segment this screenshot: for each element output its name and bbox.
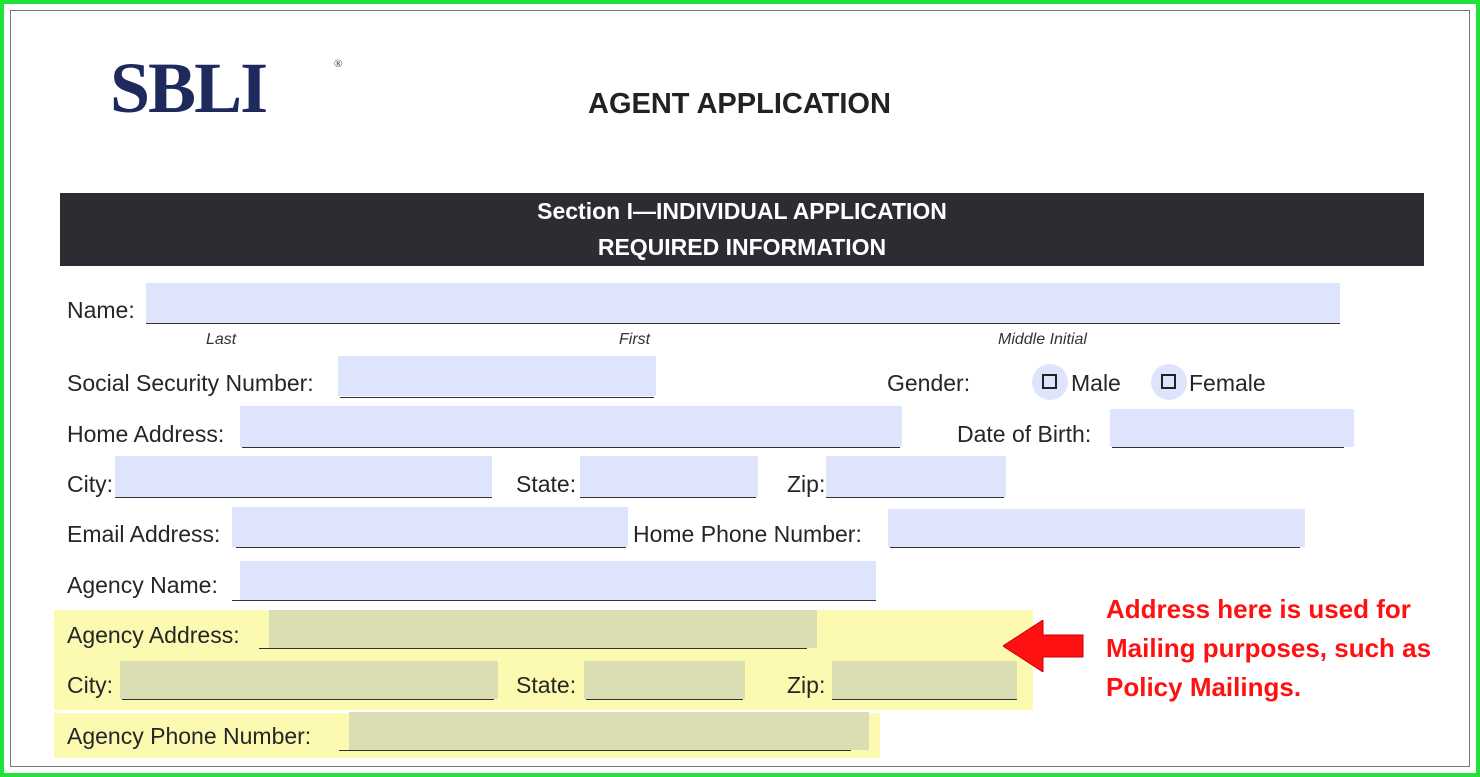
agency-address-label: Agency Address:: [67, 622, 240, 648]
agency-zip-field[interactable]: [832, 661, 1017, 699]
agency-phone-field[interactable]: [349, 712, 869, 750]
female-label: Female: [1189, 370, 1266, 396]
ssn-label: Social Security Number:: [67, 370, 314, 396]
checkbox-square-icon: [1161, 374, 1176, 389]
agency-city-label: City:: [67, 672, 113, 698]
city-field[interactable]: [115, 456, 492, 497]
agency-address-underline: [259, 648, 807, 649]
agency-state-label: State:: [516, 672, 577, 698]
email-label: Email Address:: [67, 521, 221, 547]
dob-underline: [1112, 447, 1344, 448]
mailing-note: [1106, 590, 1466, 707]
home-address-label: Home Address:: [67, 421, 225, 447]
male-label: Male: [1071, 370, 1121, 396]
female-checkbox[interactable]: [1151, 364, 1187, 400]
home-phone-label: Home Phone Number:: [633, 521, 862, 547]
agency-name-field[interactable]: [240, 561, 876, 600]
state-underline: [580, 497, 756, 498]
agency-city-field[interactable]: [120, 661, 498, 699]
name-field[interactable]: [146, 283, 1340, 323]
mailing-note-line-2: Mailing purposes, such as: [1106, 633, 1432, 663]
section-subtitle: REQUIRED INFORMATION: [597, 234, 887, 260]
agency-city-underline: [122, 699, 494, 700]
home-address-underline: [242, 447, 900, 448]
zip-underline: [826, 497, 1004, 498]
sbli-logo: SBLI: [110, 48, 267, 128]
city-label: City:: [67, 471, 113, 497]
red-arrow-icon: [1003, 620, 1087, 672]
agency-phone-underline: [339, 750, 851, 751]
email-field[interactable]: [232, 507, 628, 547]
dob-label: Date of Birth:: [957, 421, 1092, 447]
agency-name-label: Agency Name:: [67, 572, 218, 598]
mailing-note-line-1: Address here is used for: [1106, 594, 1411, 624]
checkbox-square-icon: [1042, 374, 1057, 389]
registered-mark: ®: [334, 58, 343, 70]
name-label: Name:: [67, 297, 135, 323]
ssn-underline: [340, 397, 654, 398]
agency-name-underline: [232, 600, 876, 601]
city-underline: [115, 497, 492, 498]
agency-address-field[interactable]: [269, 610, 817, 648]
agency-zip-label: Zip:: [787, 672, 826, 698]
name-underline: [146, 323, 1340, 324]
home-phone-field[interactable]: [888, 509, 1305, 547]
section-title: Section I—INDIVIDUAL APPLICATION: [537, 198, 947, 224]
male-checkbox[interactable]: [1032, 364, 1068, 400]
page-title: AGENT APPLICATION: [588, 88, 891, 120]
name-last-caption: Last: [206, 331, 237, 348]
ssn-field[interactable]: [338, 356, 656, 396]
email-underline: [236, 547, 626, 548]
agency-zip-underline: [832, 699, 1017, 700]
section-header: [60, 193, 1424, 266]
home-address-field[interactable]: [240, 406, 902, 447]
zip-label: Zip:: [787, 471, 826, 497]
agency-state-field[interactable]: [584, 661, 745, 699]
home-phone-underline: [890, 547, 1300, 548]
name-middle-caption: Middle Initial: [998, 331, 1087, 348]
agency-state-underline: [586, 699, 743, 700]
state-label: State:: [516, 471, 577, 497]
name-first-caption: First: [619, 331, 651, 348]
state-field[interactable]: [580, 456, 758, 497]
dob-field[interactable]: [1110, 409, 1354, 447]
zip-field[interactable]: [826, 456, 1006, 497]
agency-phone-label: Agency Phone Number:: [67, 723, 312, 749]
gender-label: Gender:: [887, 370, 971, 396]
mailing-note-line-3: Policy Mailings.: [1106, 672, 1302, 702]
